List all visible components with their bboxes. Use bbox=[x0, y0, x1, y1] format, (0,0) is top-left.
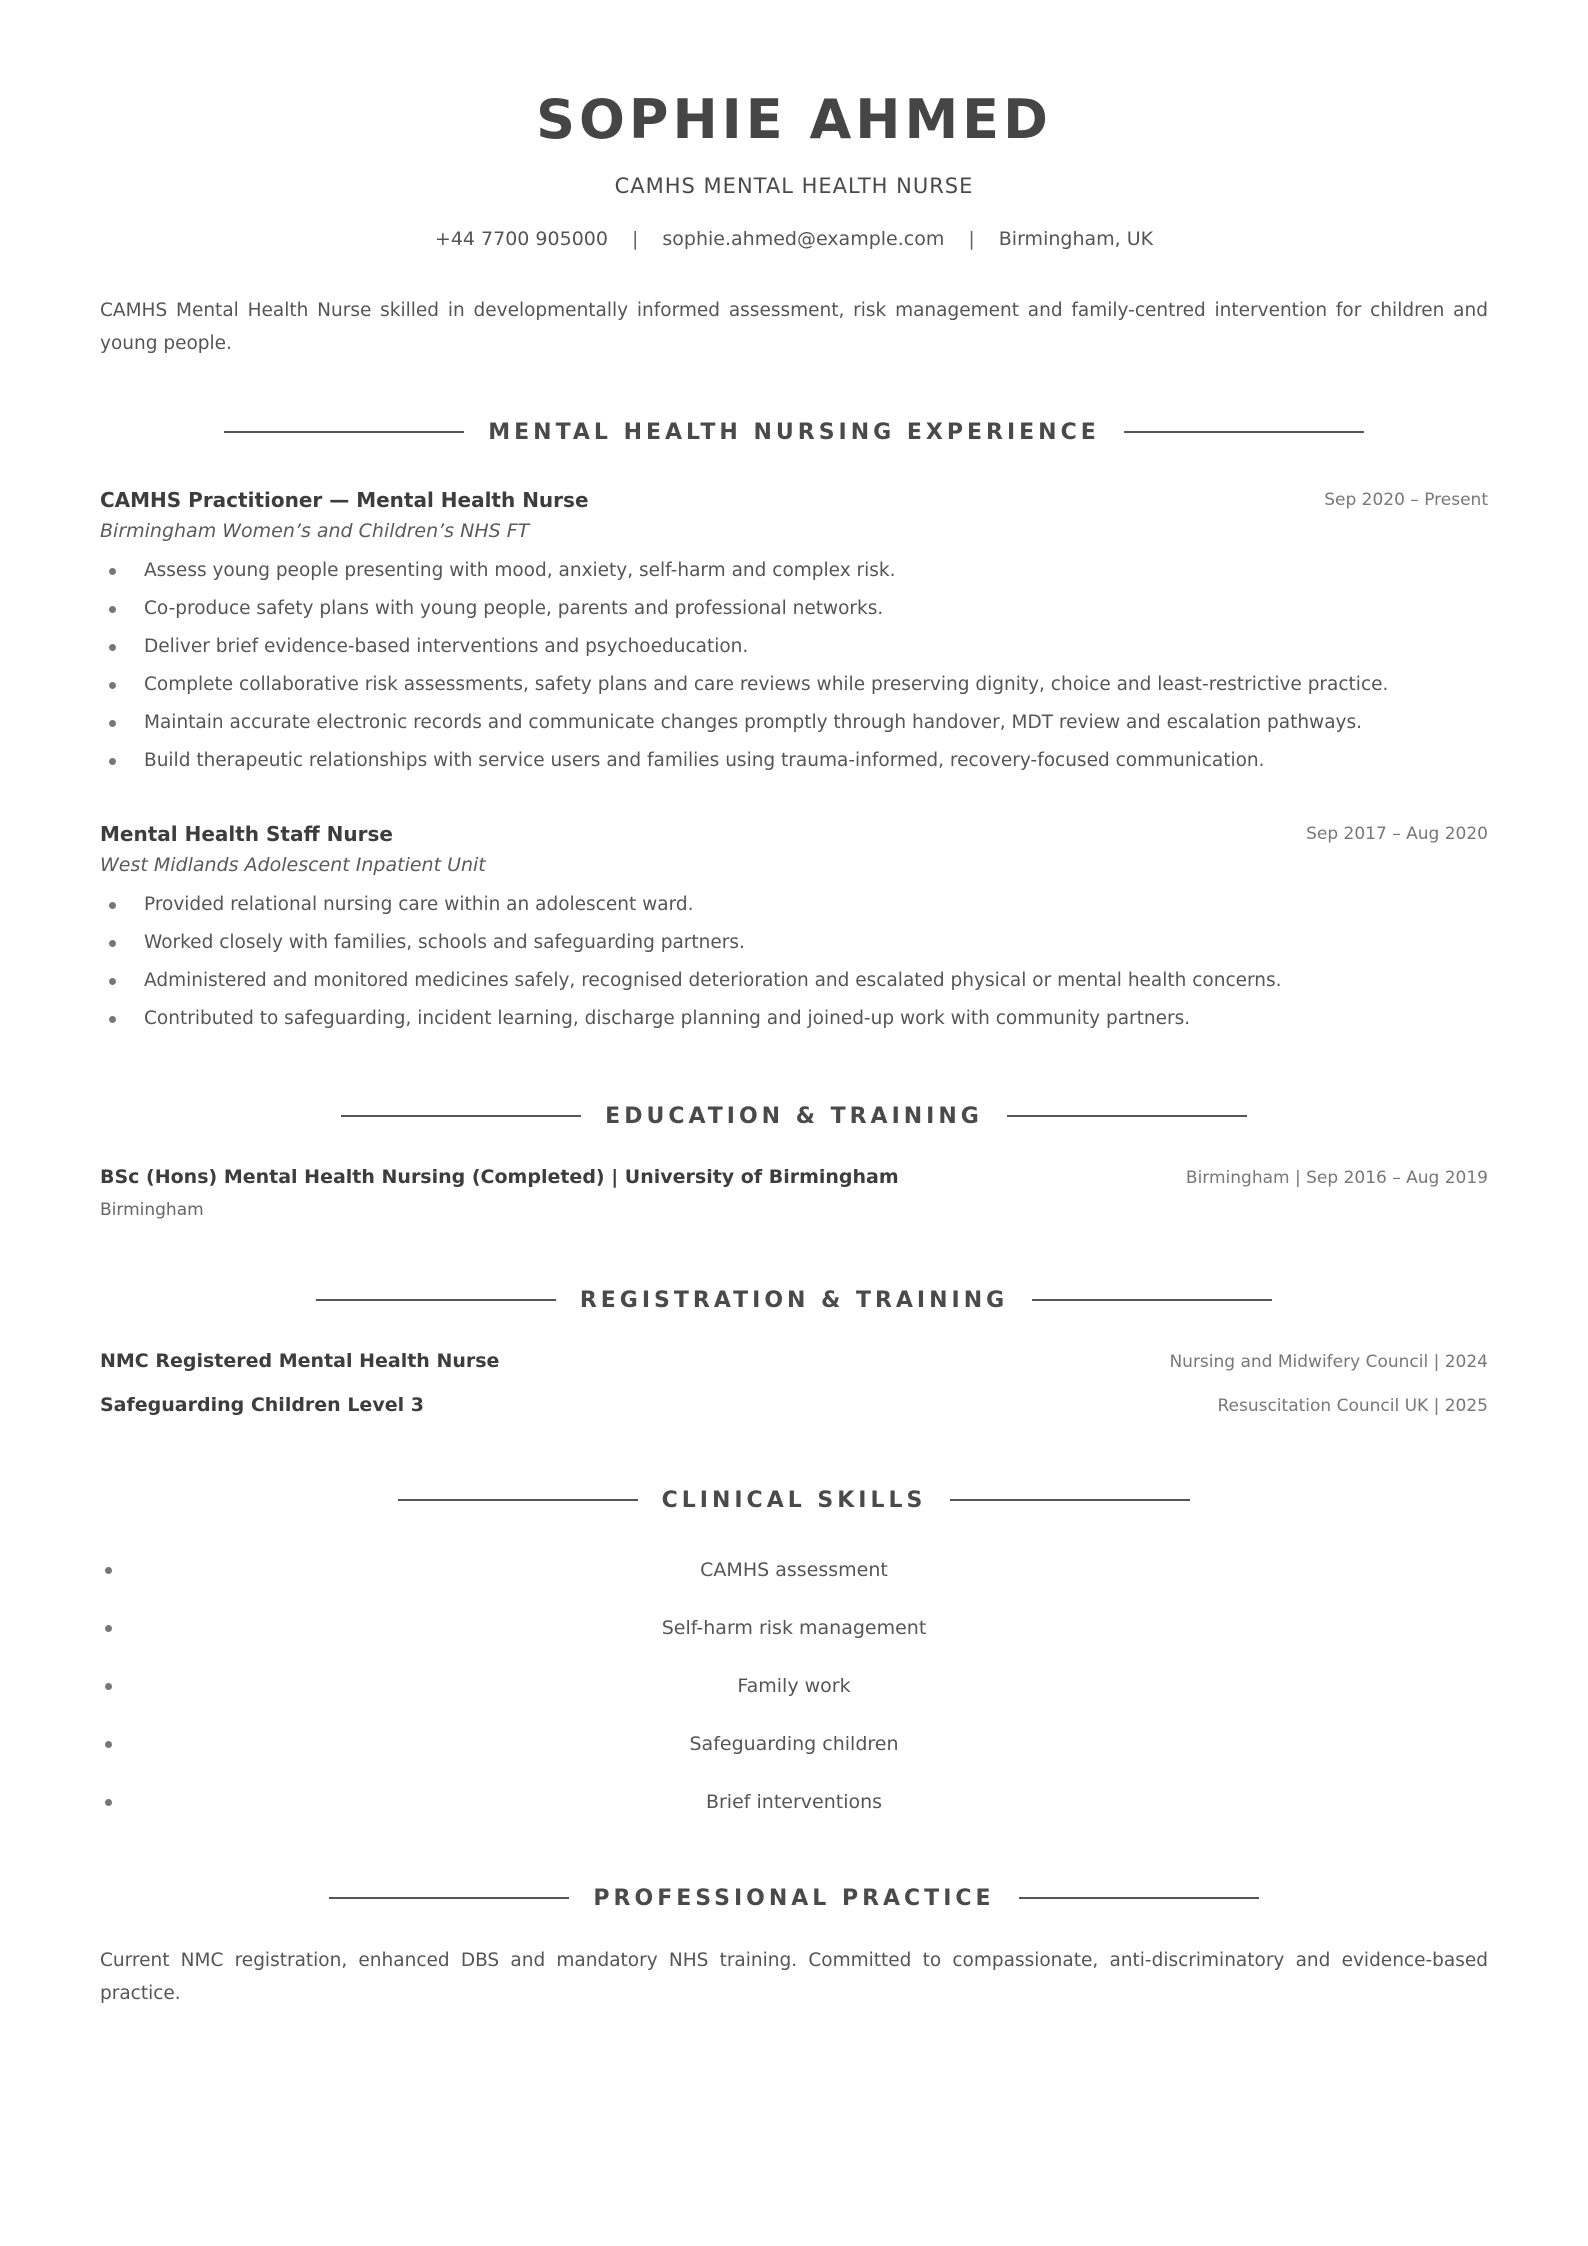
heading-rule-left bbox=[398, 1499, 638, 1501]
phone-number: +44 7700 905000 bbox=[434, 228, 608, 250]
job-title: Mental Health Staff Nurse bbox=[100, 822, 393, 846]
heading-rule-right bbox=[1032, 1299, 1272, 1301]
registration-entry bbox=[100, 1394, 1488, 1424]
contact-separator: | bbox=[968, 228, 975, 250]
bullet-item: Contributed to safeguarding, incident learning, discharge planning and joined-up work with community partners. bbox=[100, 1000, 1488, 1038]
job-dates: Sep 2020 – Present bbox=[1324, 490, 1488, 510]
skill-item: Family work bbox=[100, 1666, 1488, 1724]
bullet-dot-icon bbox=[105, 1799, 112, 1806]
bullet-dot-icon bbox=[109, 758, 116, 765]
candidate-role: CAMHS MENTAL HEALTH NURSE bbox=[614, 174, 974, 198]
bullet-dot-icon bbox=[105, 1683, 112, 1690]
bullet-item: Administered and monitored medicines safely, recognised deterioration and escalated physical or mental health concerns. bbox=[100, 962, 1488, 1000]
bullet-dot-icon bbox=[109, 568, 116, 575]
skill-item: Brief interventions bbox=[100, 1782, 1488, 1840]
bullet-dot-icon bbox=[109, 940, 116, 947]
heading-rule-left bbox=[329, 1897, 569, 1899]
job-entry bbox=[100, 822, 1488, 1038]
heading-rule-left bbox=[341, 1115, 581, 1117]
practice-statement: Current NMC registration, enhanced DBS and mandatory NHS training. Committed to compassionate, anti-discriminatory and evidence-based practice. bbox=[100, 1950, 1488, 2004]
location: Birmingham, UK bbox=[998, 228, 1154, 250]
section-title: REGISTRATION & TRAINING bbox=[579, 1287, 1009, 1313]
registration-meta: Resuscitation Council UK | 2025 bbox=[1217, 1396, 1488, 1416]
heading-rule-right bbox=[1019, 1897, 1259, 1899]
bullet-dot-icon bbox=[109, 644, 116, 651]
candidate-name: SOPHIE AHMED bbox=[536, 88, 1052, 151]
practice-section-heading bbox=[100, 1878, 1488, 1918]
bullet-item: Build therapeutic relationships with service users and families using trauma-informed, recovery-focused communication. bbox=[100, 742, 1488, 780]
registration-name: Safeguarding Children Level 3 bbox=[100, 1394, 424, 1416]
job-bullets bbox=[100, 886, 1488, 1038]
section-title: CLINICAL SKILLS bbox=[661, 1487, 927, 1513]
bullet-item: Deliver brief evidence-based interventions and psychoeducation. bbox=[100, 628, 1488, 666]
registration-section-heading bbox=[100, 1280, 1488, 1320]
bullet-item: Complete collaborative risk assessments, safety plans and care reviews while preserving dignity, choice and least-restrictive practice. bbox=[100, 666, 1488, 704]
contact-separator: | bbox=[631, 228, 639, 250]
profile-summary: CAMHS Mental Health Nurse skilled in developmentally informed assessment, risk management and family-centred intervention for children and young people. bbox=[100, 300, 1488, 354]
job-dates: Sep 2017 – Aug 2020 bbox=[1306, 824, 1488, 844]
skill-item: CAMHS assessment bbox=[100, 1550, 1488, 1608]
skills-section-heading bbox=[100, 1480, 1488, 1520]
heading-rule-left bbox=[224, 431, 464, 433]
registration-entry bbox=[100, 1350, 1488, 1380]
contact-line bbox=[100, 228, 1488, 250]
bullet-dot-icon bbox=[109, 978, 116, 985]
bullet-item: Provided relational nursing care within an adolescent ward. bbox=[100, 886, 1488, 924]
experience-section-heading bbox=[100, 412, 1488, 452]
registration-meta: Nursing and Midwifery Council | 2024 bbox=[1169, 1352, 1488, 1372]
heading-rule-right bbox=[950, 1499, 1190, 1501]
section-title: PROFESSIONAL PRACTICE bbox=[593, 1885, 995, 1911]
bullet-dot-icon bbox=[105, 1741, 112, 1748]
job-entry bbox=[100, 488, 1488, 780]
bullet-dot-icon bbox=[105, 1625, 112, 1632]
degree-meta: Birmingham | Sep 2016 – Aug 2019 bbox=[1185, 1168, 1488, 1188]
bullet-item: Co-produce safety plans with young people, parents and professional networks. bbox=[100, 590, 1488, 628]
skill-item: Safeguarding children bbox=[100, 1724, 1488, 1782]
degree-location: Birmingham bbox=[100, 1200, 204, 1220]
job-organisation: Birmingham Women’s and Children’s NHS FT bbox=[100, 520, 530, 542]
bullet-item: Assess young people presenting with mood, anxiety, self-harm and complex risk. bbox=[100, 552, 1488, 590]
skill-item: Self-harm risk management bbox=[100, 1608, 1488, 1666]
job-title: CAMHS Practitioner — Mental Health Nurse bbox=[100, 488, 589, 512]
bullet-dot-icon bbox=[109, 902, 116, 909]
bullet-dot-icon bbox=[105, 1567, 112, 1574]
education-entry bbox=[100, 1166, 1488, 1196]
section-title: MENTAL HEALTH NURSING EXPERIENCE bbox=[488, 419, 1100, 445]
heading-rule-left bbox=[316, 1299, 556, 1301]
job-bullets bbox=[100, 552, 1488, 780]
bullet-dot-icon bbox=[109, 606, 116, 613]
degree-title: BSc (Hons) Mental Health Nursing (Completed) | University of Birmingham bbox=[100, 1166, 899, 1188]
skills-list bbox=[100, 1550, 1488, 1840]
bullet-dot-icon bbox=[109, 1016, 116, 1023]
bullet-dot-icon bbox=[109, 720, 116, 727]
heading-rule-right bbox=[1124, 431, 1364, 433]
heading-rule-right bbox=[1007, 1115, 1247, 1117]
bullet-dot-icon bbox=[109, 682, 116, 689]
job-organisation: West Midlands Adolescent Inpatient Unit bbox=[100, 854, 486, 876]
email-address: sophie.ahmed@example.com bbox=[662, 228, 945, 250]
bullet-item: Worked closely with families, schools and safeguarding partners. bbox=[100, 924, 1488, 962]
registration-name: NMC Registered Mental Health Nurse bbox=[100, 1350, 500, 1372]
bullet-item: Maintain accurate electronic records and communicate changes promptly through handover, MDT review and escalation pathways. bbox=[100, 704, 1488, 742]
education-section-heading bbox=[100, 1096, 1488, 1136]
section-title: EDUCATION & TRAINING bbox=[605, 1103, 983, 1129]
